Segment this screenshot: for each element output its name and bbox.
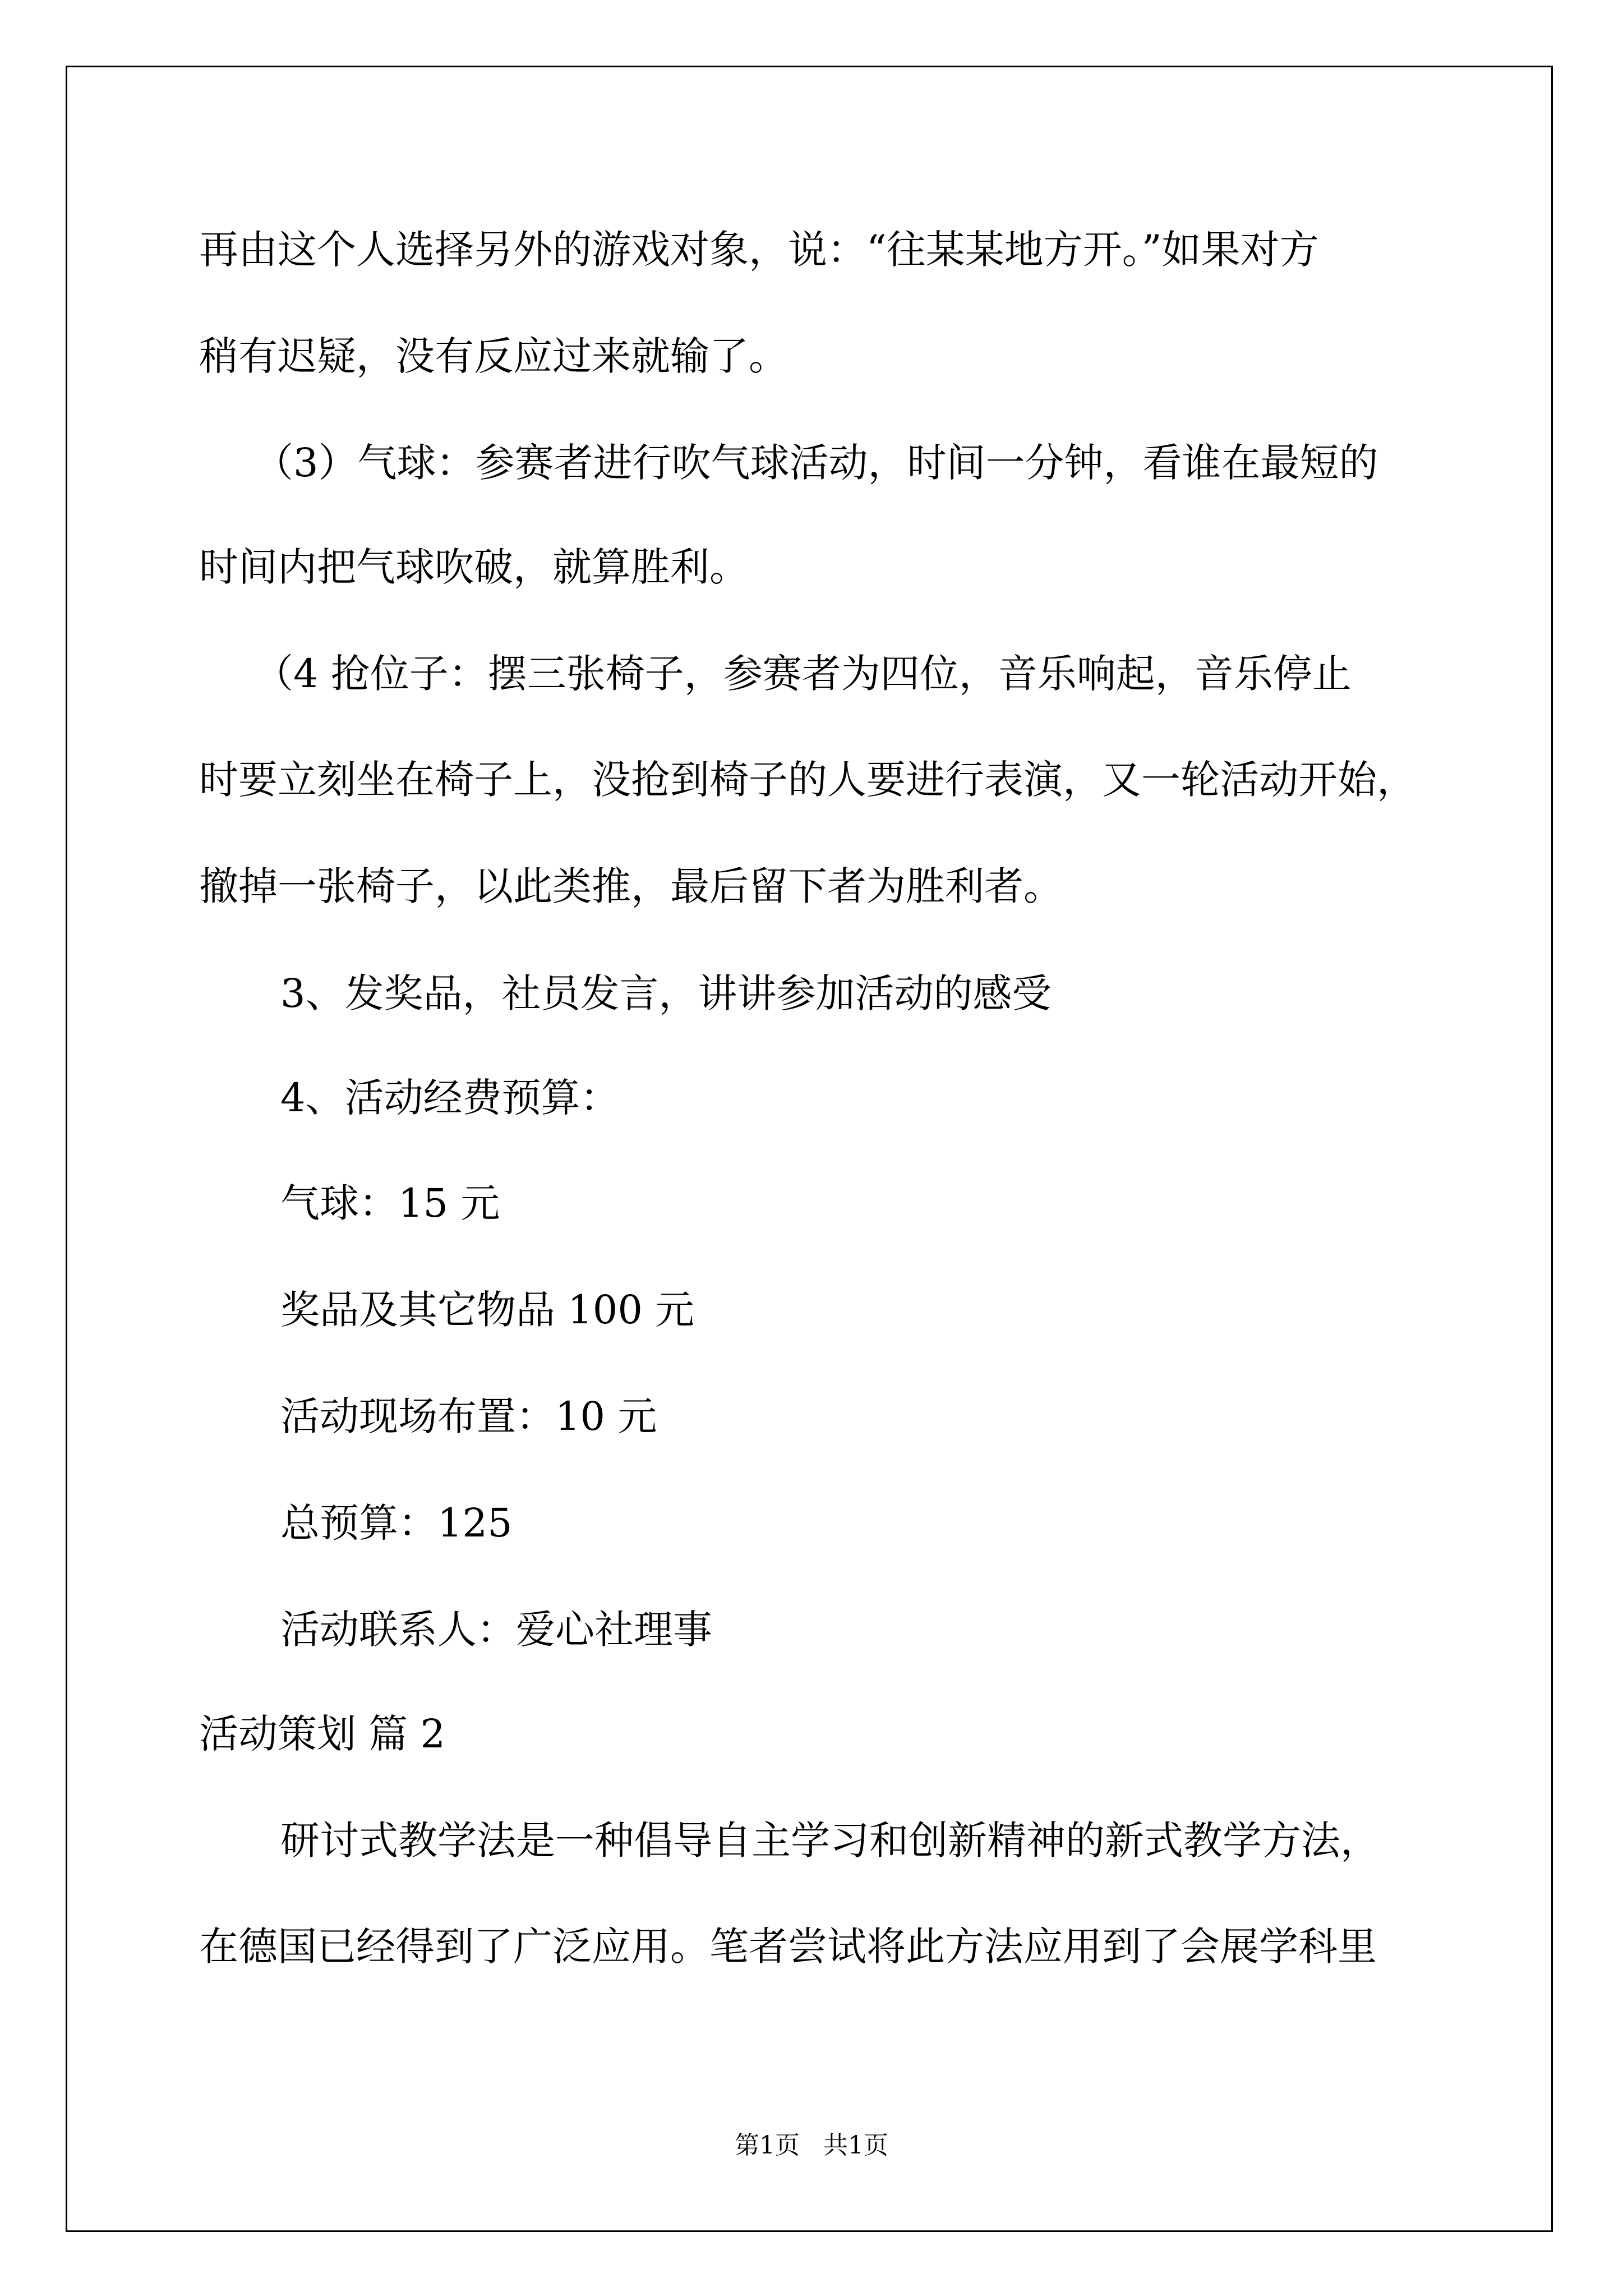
body-line-4: 时间内把气球吹破，就算胜利。 <box>199 544 749 590</box>
body-line-7: 撤掉一张椅子，以此类推，最后留下者为胜利者。 <box>199 863 1063 909</box>
body-line-6: 时要立刻坐在椅子上，没抢到椅子的人要进行表演，又一轮活动开始， <box>199 757 1416 803</box>
body-line-16: 研讨式教学法是一种倡导自主学习和创新精神的新式教学方法， <box>280 1818 1380 1864</box>
body-line-12: 活动现场布置：10 元 <box>280 1393 657 1439</box>
body-line-11: 奖品及其它物品 100 元 <box>280 1287 695 1333</box>
body-line-17: 在德国已经得到了广泛应用。笔者尝试将此方法应用到了会展学科里 <box>199 1924 1377 1970</box>
body-line-5: （4 抢位子：摆三张椅子，参赛者为四位，音乐响起，音乐停止 <box>254 651 1352 697</box>
page-border <box>66 66 1553 2232</box>
body-line-13: 总预算：125 <box>280 1500 513 1546</box>
body-line-8: 3、发奖品，社员发言，讲讲参加活动的感受 <box>280 970 1052 1016</box>
page-footer: 第1页 共1页 <box>735 2131 888 2160</box>
body-line-10: 气球：15 元 <box>280 1180 500 1226</box>
body-line-2: 稍有迟疑，没有反应过来就输了。 <box>199 333 788 379</box>
body-line-1: 再由这个人选择另外的游戏对象，说：“往某某地方开。”如果对方 <box>199 227 1319 273</box>
section-heading: 活动策划 篇 2 <box>199 1711 446 1757</box>
body-line-3: （3）气球：参赛者进行吹气球活动，时间一分钟，看谁在最短的 <box>254 440 1378 486</box>
body-line-9: 4、活动经费预算： <box>280 1075 620 1121</box>
body-line-14: 活动联系人：爱心社理事 <box>280 1607 712 1653</box>
